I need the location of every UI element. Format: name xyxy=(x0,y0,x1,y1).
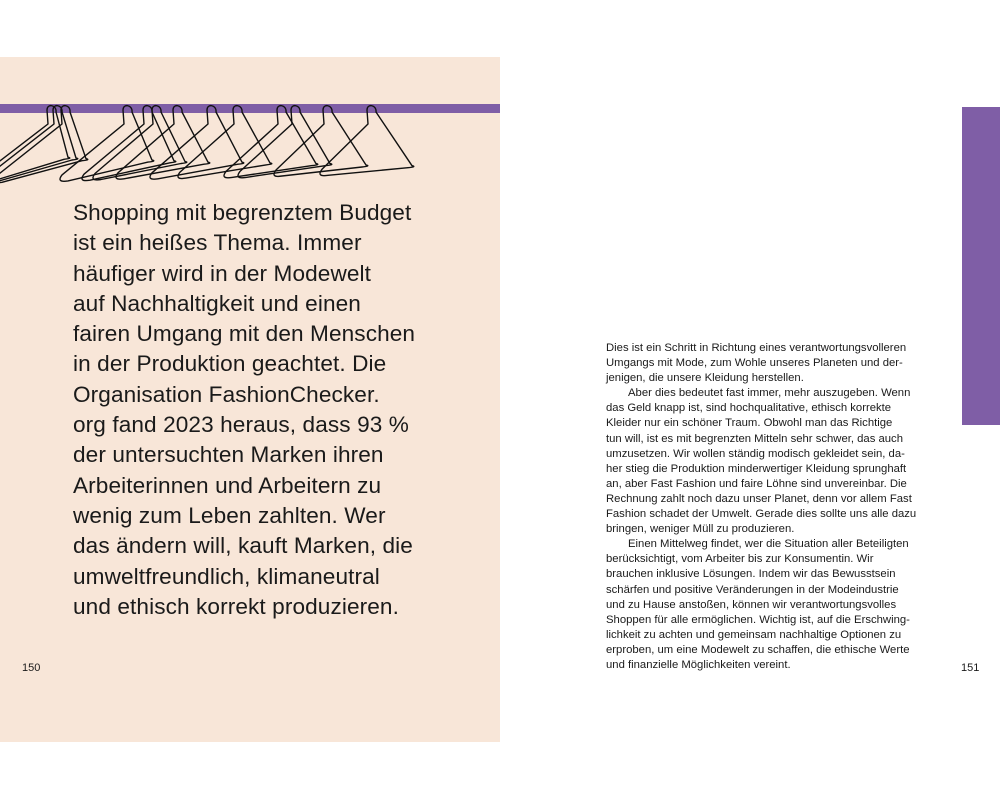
lead-line: org fand 2023 heraus, dass 93 % xyxy=(73,412,409,438)
body-line: umzusetzen. Wir wollen ständig modisch gekleidet sein, da- xyxy=(606,447,905,460)
body-line: jenigen, die unsere Kleidung herstellen. xyxy=(606,372,804,385)
body-line: bringen, weniger Müll zu produzieren. xyxy=(606,523,795,536)
lead-line: und ethisch korrekt produzieren. xyxy=(73,593,399,619)
lead-line: Organisation FashionChecker. xyxy=(73,381,380,407)
lead-paragraph xyxy=(73,198,473,622)
hanger-icon xyxy=(0,106,88,183)
page-number-left: 150 xyxy=(22,662,41,674)
body-line: schärfen und positive Veränderungen in der Modeindustrie xyxy=(606,583,899,596)
body-line: und finanzielle Möglichkeiten vereint. xyxy=(606,658,791,671)
body-line: lichkeit zu achten und gemeinsam nachhaltige Optionen zu xyxy=(606,628,902,641)
lead-line: in der Produktion geachtet. Die xyxy=(73,351,387,377)
body-line: erproben, um eine Modewelt zu schaffen, die ethische Werte xyxy=(606,643,910,656)
lead-line: das ändern will, kauft Marken, die xyxy=(73,533,413,559)
lead-line: Shopping mit begrenztem Budget xyxy=(73,200,412,225)
lead-line: auf Nachhaltigkeit und einen xyxy=(73,290,361,316)
body-line: Umgangs mit Mode, zum Wohle unseres Planeten und der- xyxy=(606,357,903,370)
lead-line: fairen Umgang mit den Menschen xyxy=(73,321,416,347)
page-number-right: 151 xyxy=(961,662,980,674)
body-line: Fashion schadet der Umwelt. Gerade dies sollte uns alle dazu xyxy=(606,508,917,521)
lead-line: häufiger wird in der Modewelt xyxy=(73,260,372,286)
body-line: an, aber Fast Fashion und faire Löhne sind unvereinbar. Die xyxy=(606,477,907,490)
lead-line: Arbeiterinnen und Arbeitern zu xyxy=(73,472,382,498)
body-column xyxy=(606,341,936,673)
body-line: und zu Hause anstoßen, können wir verantwortungsvolles xyxy=(606,598,897,611)
lead-line: wenig zum Leben zahlten. Wer xyxy=(73,502,386,528)
body-line: Rechnung zahlt noch dazu unser Planet, denn vor allem Fast xyxy=(606,492,912,505)
lead-line: umweltfreundlich, klimaneutral xyxy=(73,563,380,589)
lead-line: der untersuchten Marken ihren xyxy=(73,442,384,468)
lead-line: ist ein heißes Thema. Immer xyxy=(73,230,362,256)
clothes-hangers-icon xyxy=(0,97,500,187)
body-line: Dies ist ein Schritt in Richtung eines verantwortungsvolleren xyxy=(606,342,907,354)
hanger-icon xyxy=(82,106,176,181)
body-line: her stieg die Produktion minderwertiger Kleidung sprunghaft xyxy=(606,462,907,475)
body-line: Einen Mittelweg findet, wer die Situation aller Beteiligten xyxy=(628,538,909,551)
body-line: Aber dies bedeutet fast immer, mehr auszugeben. Wenn xyxy=(628,387,911,400)
chapter-tab-marker xyxy=(962,107,1000,425)
body-line: Shoppen für alle ermöglichen. Wichtig ist, auf die Erschwing- xyxy=(606,613,910,626)
body-line: berücksichtigt, vom Arbeiter bis zur Konsumentin. Wir xyxy=(606,553,874,566)
hanger-icon xyxy=(224,106,318,178)
body-line: Kleider nur ein schöner Traum. Obwohl man das Richtige xyxy=(606,417,893,430)
body-line: brauchen inklusive Lösungen. Indem wir das Bewusstsein xyxy=(606,568,896,581)
body-line: tun will, ist es mit begrenzten Mitteln sehr schwer, das auch xyxy=(606,432,903,445)
body-line: das Geld knapp ist, sind hochqualitative, ethisch korrekte xyxy=(606,402,892,415)
